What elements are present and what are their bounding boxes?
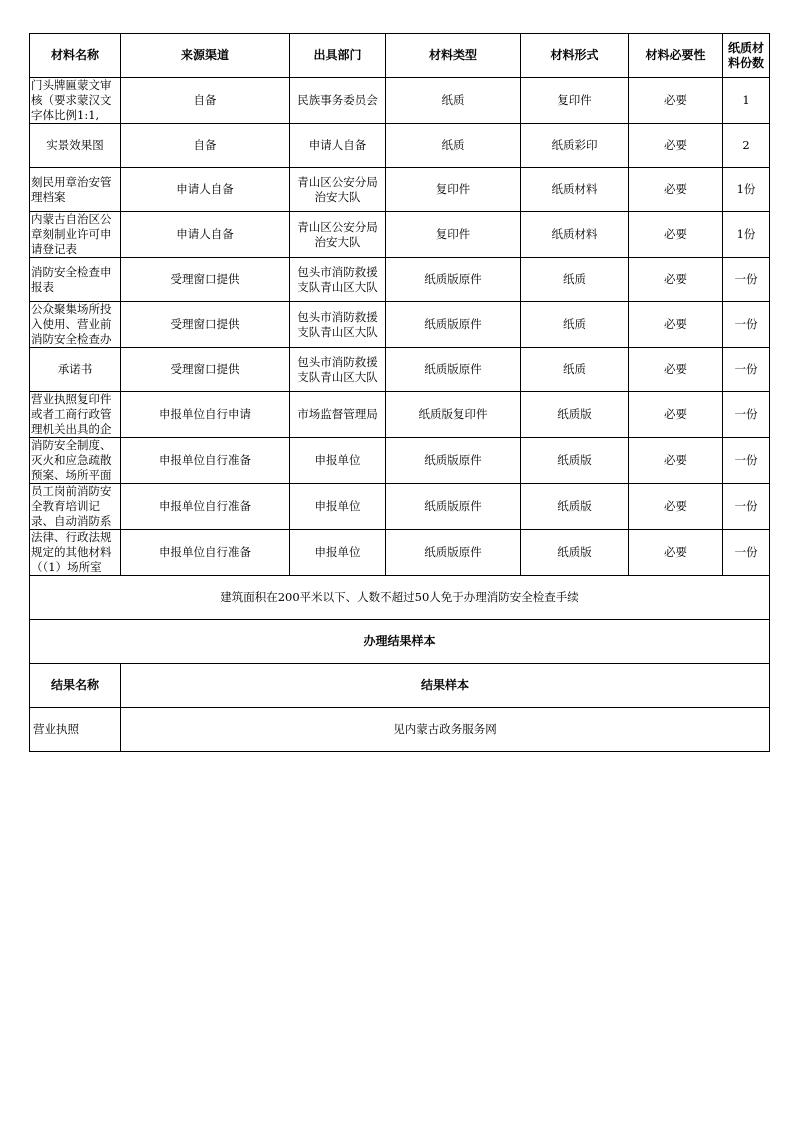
table-row (30, 392, 770, 438)
material-necessity: 必要 (629, 302, 723, 348)
material-necessity: 必要 (629, 78, 723, 124)
materials-table (29, 33, 770, 752)
result-header-row (30, 664, 770, 708)
material-source: 申报单位自行申请 (121, 392, 290, 438)
material-source: 自备 (121, 78, 290, 124)
material-copies: 一份 (723, 258, 770, 302)
material-type: 纸质版原件 (386, 258, 521, 302)
material-type: 纸质版原件 (386, 302, 521, 348)
material-dept: 青山区公安分局治安大队 (290, 168, 386, 212)
material-source: 申请人自备 (121, 212, 290, 258)
material-name: 消防安全制度、灭火和应急疏散预案、场所平面 (31, 438, 112, 482)
material-copies: 一份 (723, 484, 770, 530)
material-necessity: 必要 (629, 484, 723, 530)
header-result-sample: 结果样本 (121, 664, 770, 708)
result-name: 营业执照 (30, 708, 121, 752)
material-copies: 一份 (723, 438, 770, 484)
material-copies: 一份 (723, 302, 770, 348)
material-form: 纸质 (521, 348, 629, 392)
material-source: 申报单位自行准备 (121, 530, 290, 576)
material-source: 受理窗口提供 (121, 348, 290, 392)
material-form: 纸质 (521, 302, 629, 348)
material-name: 消防安全检查申报表 (31, 264, 112, 294)
header-material-name: 材料名称 (30, 34, 121, 78)
material-source: 受理窗口提供 (121, 302, 290, 348)
material-name: 门头牌匾蒙文审核（要求蒙汉文字体比例1:1, (31, 78, 112, 122)
material-type: 纸质版原件 (386, 530, 521, 576)
material-necessity: 必要 (629, 168, 723, 212)
material-dept: 青山区公安分局治安大队 (290, 212, 386, 258)
material-copies: 1份 (723, 212, 770, 258)
table-row (30, 124, 770, 168)
exemption-note: 建筑面积在200平米以下、人数不超过50人免于办理消防安全检查手续 (30, 576, 770, 620)
material-form: 纸质彩印 (521, 124, 629, 168)
material-name: 实景效果图 (46, 138, 104, 152)
material-source: 自备 (121, 124, 290, 168)
material-name: 承诺书 (57, 362, 93, 376)
material-necessity: 必要 (629, 348, 723, 392)
material-copies: 一份 (723, 392, 770, 438)
material-form: 纸质版 (521, 392, 629, 438)
table-row (30, 438, 770, 484)
result-sample: 见内蒙古政务服务网 (121, 708, 770, 752)
header-source: 来源渠道 (121, 34, 290, 78)
material-dept: 申报单位 (290, 530, 386, 576)
material-dept: 申报单位 (290, 484, 386, 530)
material-type: 纸质版原件 (386, 438, 521, 484)
material-name: 公众聚集场所投入使用、营业前消防安全检查办 (31, 302, 112, 346)
material-necessity: 必要 (629, 438, 723, 484)
table-row (30, 530, 770, 576)
material-necessity: 必要 (629, 212, 723, 258)
header-result-name: 结果名称 (30, 664, 121, 708)
material-copies: 一份 (723, 348, 770, 392)
result-section-title: 办理结果样本 (30, 620, 770, 664)
material-form: 纸质 (521, 258, 629, 302)
material-dept: 市场监督管理局 (290, 392, 386, 438)
material-source: 受理窗口提供 (121, 258, 290, 302)
material-dept: 民族事务委员会 (290, 78, 386, 124)
table-row (30, 258, 770, 302)
material-name: 员工岗前消防安全教育培训记录、自动消防系 (31, 484, 112, 528)
material-name: 刻民用章治安管理档案 (31, 174, 112, 204)
table-row (30, 484, 770, 530)
material-type: 纸质版原件 (386, 348, 521, 392)
material-source: 申报单位自行准备 (121, 438, 290, 484)
header-dept: 出具部门 (290, 34, 386, 78)
material-form: 纸质版 (521, 484, 629, 530)
table-row (30, 212, 770, 258)
header-form: 材料形式 (521, 34, 629, 78)
material-form: 纸质版 (521, 438, 629, 484)
material-form: 纸质版 (521, 530, 629, 576)
header-copies: 纸质材料份数 (723, 34, 770, 78)
material-name: 营业执照复印件或者工商行政管理机关出具的企 (31, 392, 112, 436)
material-necessity: 必要 (629, 392, 723, 438)
header-necessity: 材料必要性 (629, 34, 723, 78)
material-dept: 包头市消防救援支队青山区大队 (290, 258, 386, 302)
material-type: 纸质版原件 (386, 484, 521, 530)
table-header-row (30, 34, 770, 78)
header-type: 材料类型 (386, 34, 521, 78)
material-form: 纸质材料 (521, 168, 629, 212)
material-type: 复印件 (386, 212, 521, 258)
material-type: 纸质 (386, 124, 521, 168)
material-name: 内蒙古自治区公章刻制业许可申请登记表 (31, 212, 112, 256)
material-dept: 申报单位 (290, 438, 386, 484)
material-type: 纸质 (386, 78, 521, 124)
material-type: 复印件 (386, 168, 521, 212)
material-dept: 包头市消防救援支队青山区大队 (290, 348, 386, 392)
material-name: 法律、行政法规规定的其他材料（（1）场所室 (31, 530, 112, 574)
material-dept: 申请人自备 (290, 124, 386, 168)
note-row (30, 576, 770, 620)
material-copies: 2 (723, 124, 770, 168)
material-necessity: 必要 (629, 258, 723, 302)
material-necessity: 必要 (629, 124, 723, 168)
table-row (30, 302, 770, 348)
result-row (30, 708, 770, 752)
material-necessity: 必要 (629, 530, 723, 576)
material-form: 复印件 (521, 78, 629, 124)
material-dept: 包头市消防救援支队青山区大队 (290, 302, 386, 348)
material-source: 申报单位自行准备 (121, 484, 290, 530)
material-source: 申请人自备 (121, 168, 290, 212)
table-row (30, 168, 770, 212)
table-row (30, 348, 770, 392)
result-section-row (30, 620, 770, 664)
material-type: 纸质版复印件 (386, 392, 521, 438)
material-form: 纸质材料 (521, 212, 629, 258)
table-row (30, 78, 770, 124)
material-copies: 1 (723, 78, 770, 124)
material-copies: 一份 (723, 530, 770, 576)
material-copies: 1份 (723, 168, 770, 212)
